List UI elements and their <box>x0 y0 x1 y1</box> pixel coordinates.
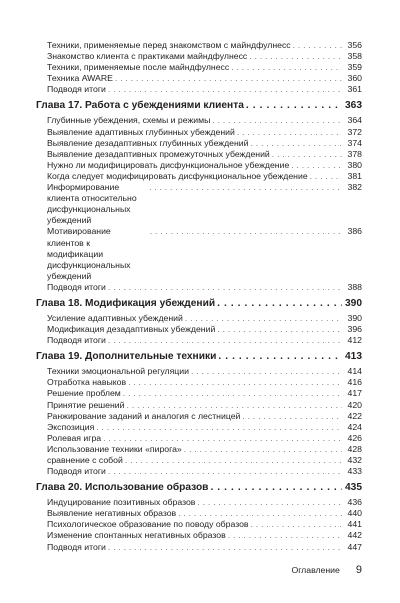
toc-entry-page: 382 <box>347 182 362 193</box>
dot-leader <box>185 313 342 324</box>
dot-leader <box>242 411 342 422</box>
dot-leader <box>128 377 342 388</box>
toc-entry-title: Усиление адаптивных убеждений <box>47 312 183 323</box>
dot-leader <box>123 388 342 399</box>
dot-leader <box>108 542 342 553</box>
toc-entry-title: Техника AWARE <box>47 73 113 84</box>
toc-entry[interactable] <box>36 160 362 171</box>
toc-entry-page: 386 <box>347 226 362 237</box>
toc-entry-page: 381 <box>347 170 362 181</box>
dot-leader <box>115 73 342 84</box>
toc-entry-title: сравнение с собой <box>47 455 123 465</box>
toc-entry-title: Глубинные убеждения, схемы и режимы <box>47 115 211 126</box>
page-footer <box>291 564 362 576</box>
toc-entry-page: 442 <box>347 530 362 541</box>
chapter-heading-page: 363 <box>345 100 362 112</box>
dot-leader <box>149 182 342 193</box>
toc-entry-page: 424 <box>347 421 362 432</box>
toc-entry[interactable] <box>36 313 362 324</box>
toc-entry[interactable] <box>36 138 362 149</box>
dot-leader <box>108 466 342 477</box>
toc-entry[interactable] <box>36 366 362 377</box>
toc-entry-page: 361 <box>347 84 362 95</box>
toc-entry-title: Техники, применяемые перед знакомством с майндфулнесс <box>47 40 291 50</box>
toc-entry[interactable] <box>36 411 362 422</box>
toc-entry[interactable] <box>36 388 362 399</box>
dot-leader <box>217 297 342 310</box>
toc-entry-page: 428 <box>347 443 362 454</box>
dot-leader <box>272 149 342 160</box>
toc-entry[interactable] <box>36 149 362 160</box>
toc-entry-page: 356 <box>347 40 362 50</box>
toc-entry-page: 426 <box>347 432 362 443</box>
toc-entry-page: 396 <box>347 324 362 335</box>
chapter-heading[interactable] <box>36 99 362 112</box>
toc-entry-page: 412 <box>347 335 362 346</box>
chapter-heading[interactable] <box>36 350 362 363</box>
toc-entry-page: 441 <box>347 519 362 530</box>
toc-entry-title: Выявление негативных образов <box>47 508 177 519</box>
toc-entry-title: Знакомство клиента с практиками майндфулнесс <box>47 51 248 62</box>
toc-entry-page: 360 <box>347 73 362 84</box>
dot-leader <box>210 481 342 494</box>
toc-entry-page: 422 <box>347 410 362 421</box>
toc-entry[interactable] <box>36 127 362 138</box>
dot-leader <box>150 226 342 237</box>
toc-entry[interactable] <box>36 377 362 388</box>
toc-entry-page: 417 <box>347 388 362 399</box>
dot-leader <box>246 99 342 112</box>
toc-entry-title: Психологическое образование по поводу образов <box>47 519 249 530</box>
toc-entry-page: 436 <box>347 497 362 508</box>
dot-leader <box>108 282 342 293</box>
lead-entries <box>36 40 362 95</box>
toc-entry-page: 388 <box>347 281 362 292</box>
toc-entry-page: 433 <box>347 466 362 477</box>
toc-entry-title: Выявление дезадаптивных промежуточных убеждений <box>47 148 270 159</box>
chapter-block <box>36 481 362 552</box>
chapter-heading-page: 413 <box>345 351 362 363</box>
dot-leader <box>291 160 342 171</box>
toc-entry-title: Выявление дезадаптивных глубинных убеждений <box>47 137 249 148</box>
toc-entry[interactable] <box>36 62 362 73</box>
table-of-contents <box>36 40 362 557</box>
toc-entry-title: Модификация дезадаптивных убеждений <box>47 324 216 335</box>
toc-entry-page: 372 <box>347 126 362 137</box>
toc-entry[interactable] <box>36 444 362 455</box>
toc-entry[interactable] <box>36 324 362 335</box>
toc-entry-title: Техники эмоциональной регуляции <box>47 366 189 377</box>
dot-leader <box>217 324 342 335</box>
toc-entry-page: 378 <box>347 148 362 159</box>
toc-entry[interactable] <box>36 171 362 182</box>
chapter-heading-title: Глава 17. Работа с убеждениями клиента <box>36 100 244 112</box>
toc-entry-page: 416 <box>347 377 362 388</box>
dot-leader <box>310 171 342 182</box>
toc-entry-page: 440 <box>347 508 362 519</box>
toc-entry-title: Подводя итоги <box>47 466 106 477</box>
toc-entry[interactable] <box>36 519 362 530</box>
dot-leader <box>228 530 342 541</box>
toc-entry[interactable] <box>36 182 362 226</box>
toc-entry-title: Выявление адаптивных глубинных убеждений <box>47 126 235 137</box>
chapters-list <box>36 99 362 552</box>
toc-entry-page: 390 <box>347 312 362 323</box>
toc-entry[interactable] <box>36 40 362 51</box>
toc-entry-title: Когда следует модифицировать дисфункциональное убеждение <box>47 170 308 181</box>
toc-entry-title: Отработка навыков <box>47 377 127 388</box>
toc-entry-title: Мотивирование клиентов к модификации дисфункциональных убеждений <box>47 226 131 281</box>
chapter-block <box>36 350 362 477</box>
dot-leader <box>108 335 342 346</box>
toc-entry-page: 358 <box>347 51 362 62</box>
toc-entry[interactable] <box>36 51 362 62</box>
dot-leader <box>184 444 342 455</box>
toc-entry-title: Подводя итоги <box>47 335 106 346</box>
toc-entry-title: Нужно ли модифицировать дисфункциональное убеждение <box>47 159 290 170</box>
toc-entry[interactable] <box>36 422 362 433</box>
toc-entry-title: Подводя итоги <box>47 84 106 95</box>
toc-entry-title: Ранжирование заданий и аналогия с лестницей <box>47 410 241 421</box>
toc-entry-page: 380 <box>347 159 362 170</box>
dot-leader <box>108 84 342 95</box>
toc-entry-title: Подводя итоги <box>47 281 106 292</box>
dot-leader <box>125 455 342 466</box>
chapter-block <box>36 297 362 346</box>
dot-leader <box>126 400 342 411</box>
toc-entry-page: 420 <box>347 399 362 410</box>
toc-entry[interactable] <box>36 466 362 477</box>
toc-entry[interactable] <box>36 226 362 281</box>
toc-entry-page: 359 <box>347 62 362 73</box>
chapter-heading-title: Глава 20. Использование образов <box>36 482 209 494</box>
toc-entry-title: Решение проблем <box>47 388 121 399</box>
chapter-heading-title: Глава 19. Дополнительные техники <box>36 351 217 363</box>
dot-leader <box>237 127 342 138</box>
dot-leader <box>191 366 342 377</box>
dot-leader <box>178 508 342 519</box>
toc-entry[interactable] <box>36 400 362 411</box>
toc-entry-title: Принятие решений <box>47 399 125 410</box>
toc-entry[interactable] <box>36 73 362 84</box>
dot-leader <box>96 422 342 433</box>
toc-entry-title: Использование техники «пирога» <box>47 443 182 454</box>
toc-entry-page: 364 <box>347 115 362 126</box>
dot-leader <box>249 51 342 62</box>
chapter-heading[interactable] <box>36 481 362 494</box>
dot-leader <box>218 350 342 363</box>
toc-entry-page: 432 <box>347 455 362 465</box>
toc-entry-page: 374 <box>347 137 362 148</box>
toc-entry-title: Информирование клиента относительно дисфункциональных убеждений <box>47 182 137 226</box>
toc-entry[interactable] <box>36 508 362 519</box>
toc-entry-title: Индуцирование позитивных образов <box>47 497 196 508</box>
toc-entry-title: Экспозиция <box>47 421 95 432</box>
toc-entry[interactable] <box>36 542 362 553</box>
toc-entry[interactable] <box>36 335 362 346</box>
chapter-heading-page: 435 <box>345 482 362 494</box>
toc-entry[interactable] <box>36 433 362 444</box>
toc-entry-title: Изменение спонтанных негативных образов <box>47 530 226 541</box>
dot-leader <box>103 433 342 444</box>
chapter-block <box>36 99 362 293</box>
toc-entry[interactable] <box>36 455 362 466</box>
dot-leader <box>231 62 342 73</box>
toc-entry[interactable] <box>36 530 362 541</box>
toc-entry[interactable] <box>36 497 362 508</box>
toc-entry-title: Техники, применяемые после майндфулнесс <box>47 62 230 73</box>
dot-leader <box>251 138 342 149</box>
chapter-heading[interactable] <box>36 297 362 310</box>
dot-leader <box>251 519 342 530</box>
page-number: 9 <box>355 564 362 576</box>
chapter-heading-title: Глава 18. Модификация убеждений <box>36 297 216 309</box>
toc-entry-page: 447 <box>347 541 362 552</box>
toc-entry-title: Подводя итоги <box>47 541 106 552</box>
chapter-heading-page: 390 <box>345 297 362 309</box>
dot-leader <box>212 115 342 126</box>
toc-entry-page: 414 <box>347 366 362 377</box>
toc-entry[interactable] <box>36 84 362 95</box>
toc-entry-title: Ролевая игра <box>47 432 102 443</box>
toc-entry[interactable] <box>36 115 362 126</box>
toc-entry[interactable] <box>36 282 362 293</box>
dot-leader <box>293 40 342 51</box>
footer-section-label: Оглавление <box>291 565 340 575</box>
dot-leader <box>197 497 342 508</box>
